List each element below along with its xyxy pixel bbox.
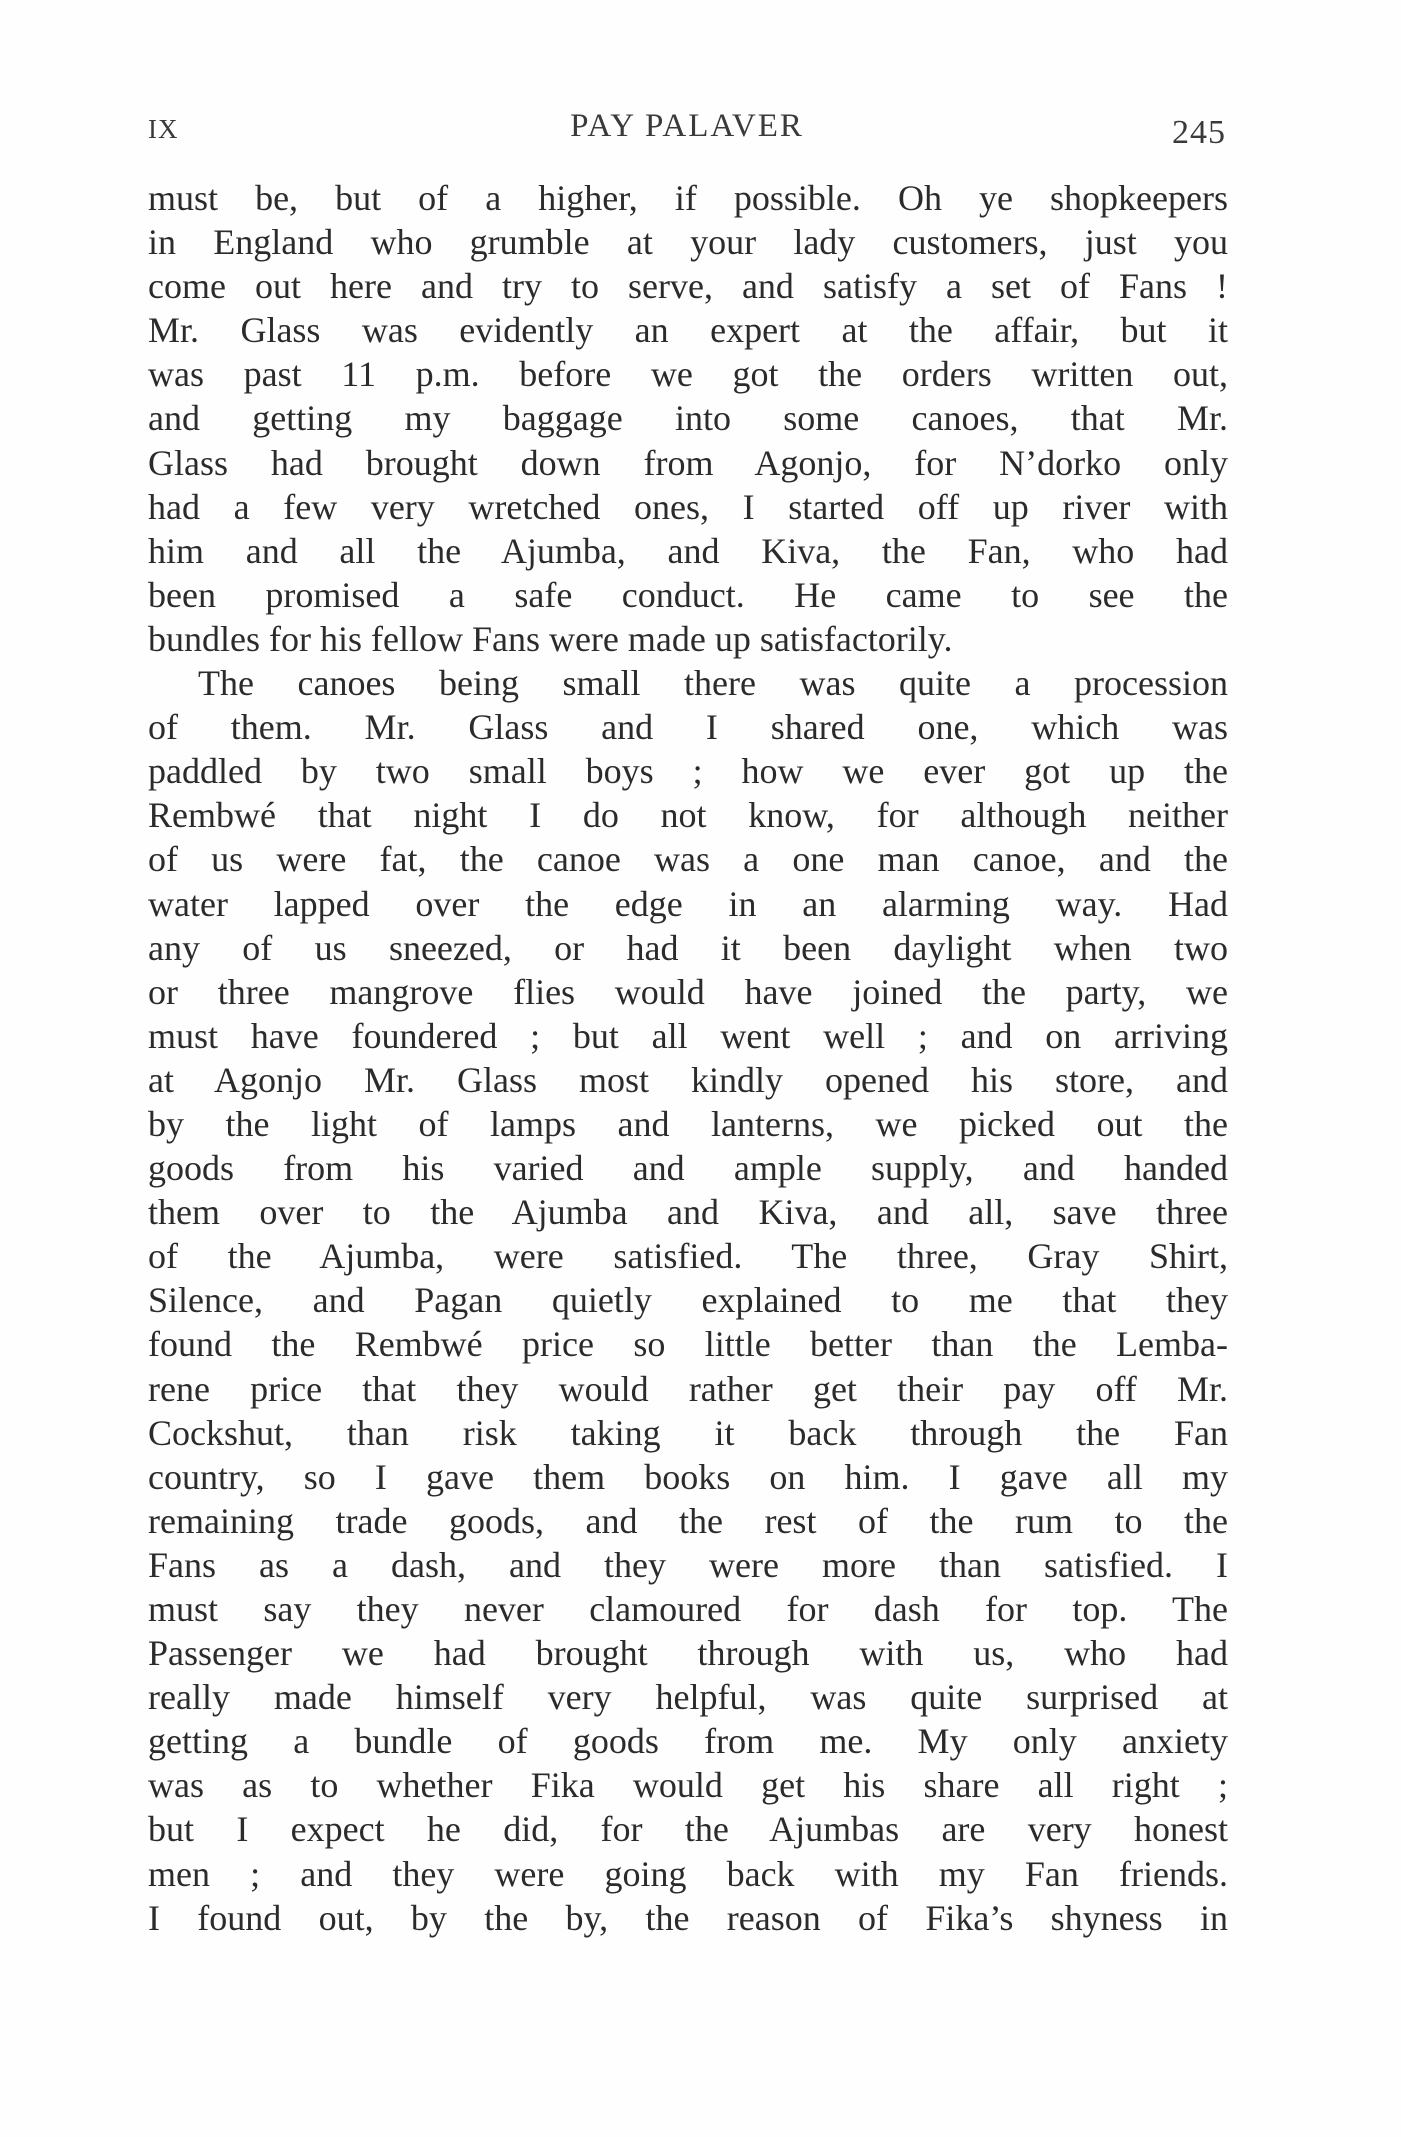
text-line: was as to whether Fika would get his share all right ; [148, 1765, 1228, 1806]
text-line: Silence, and Pagan quietly explained to me that they [148, 1280, 1228, 1321]
chapter-number: IX [148, 114, 179, 144]
text-line: remaining trade goods, and the rest of the rum to the [148, 1500, 1228, 1541]
text-line: was past 11 p.m. before we got the orders written out, [148, 354, 1228, 395]
text-line: getting a bundle of goods from me. My only anxiety [148, 1721, 1228, 1762]
text-line: I found out, by the by, the reason of Fika’s shyness in [148, 1897, 1228, 1938]
text-line: of the Ajumba, were satisfied. The three, Gray Shirt, [148, 1236, 1228, 1277]
running-head [148, 108, 1226, 158]
text-line: of them. Mr. Glass and I shared one, which was [148, 707, 1228, 748]
text-line: any of us sneezed, or had it been daylight when two [148, 927, 1228, 968]
text-line: must say they never clamoured for dash for top. The [148, 1589, 1228, 1629]
text-line: Cockshut, than risk taking it back through the Fan [148, 1412, 1228, 1453]
text-line: in England who grumble at your lady customers, just you [148, 222, 1228, 263]
text-line: Rembwé that night I do not know, for although neither [148, 795, 1228, 836]
text-line: by the light of lamps and lanterns, we picked out the [148, 1103, 1228, 1144]
text-line: paddled by two small boys ; how we ever got up the [148, 751, 1228, 792]
text-line: must be, but of a higher, if possible. Oh ye shopkeepers [148, 178, 1228, 218]
text-line: rene price that they would rather get their pay off Mr. [148, 1368, 1228, 1409]
text-line: been promised a safe conduct. He came to see the [148, 574, 1228, 615]
text-line: really made himself very helpful, was quite surprised at [148, 1677, 1228, 1718]
body-text [148, 176, 1228, 1940]
text-line: had a few very wretched ones, I started off up river with [148, 486, 1228, 527]
text-line: found the Rembwé price so little better than the Lemba- [148, 1324, 1228, 1365]
text-line: must have foundered ; but all went well ; and on arriving [148, 1015, 1228, 1056]
text-line: men ; and they were going back with my Fan friends. [148, 1853, 1228, 1894]
text-line: Mr. Glass was evidently an expert at the affair, but it [148, 310, 1228, 351]
text-line: him and all the Ajumba, and Kiva, the Fan, who had [148, 530, 1228, 571]
text-line: Glass had brought down from Agonjo, for N’dorko only [148, 442, 1228, 483]
text-line: country, so I gave them books on him. I gave all my [148, 1456, 1228, 1497]
text-line: them over to the Ajumba and Kiva, and all, save three [148, 1192, 1228, 1233]
text-line: The canoes being small there was quite a procession [198, 663, 1228, 704]
text-line: of us were fat, the canoe was a one man canoe, and the [148, 839, 1228, 880]
text-line: water lapped over the edge in an alarming way. Had [148, 883, 1228, 924]
text-line: Passenger we had brought through with us, who had [148, 1633, 1228, 1674]
text-line: and getting my baggage into some canoes, that Mr. [148, 398, 1228, 439]
text-line: but I expect he did, for the Ajumbas are very honest [148, 1809, 1228, 1850]
text-line: or three mangrove flies would have joined the party, we [148, 971, 1228, 1012]
text-line: bundles for his fellow Fans were made up satisfactorily. [148, 618, 953, 659]
text-line: at Agonjo Mr. Glass most kindly opened his store, and [148, 1059, 1228, 1100]
text-line: goods from his varied and ample supply, and handed [148, 1148, 1228, 1189]
chapter-title: PAY PALAVER [570, 108, 804, 144]
text-line: come out here and try to serve, and satisfy a set of Fans ! [148, 266, 1228, 307]
text-line: Fans as a dash, and they were more than satisfied. I [148, 1544, 1228, 1585]
page-number: 245 [1172, 114, 1226, 151]
